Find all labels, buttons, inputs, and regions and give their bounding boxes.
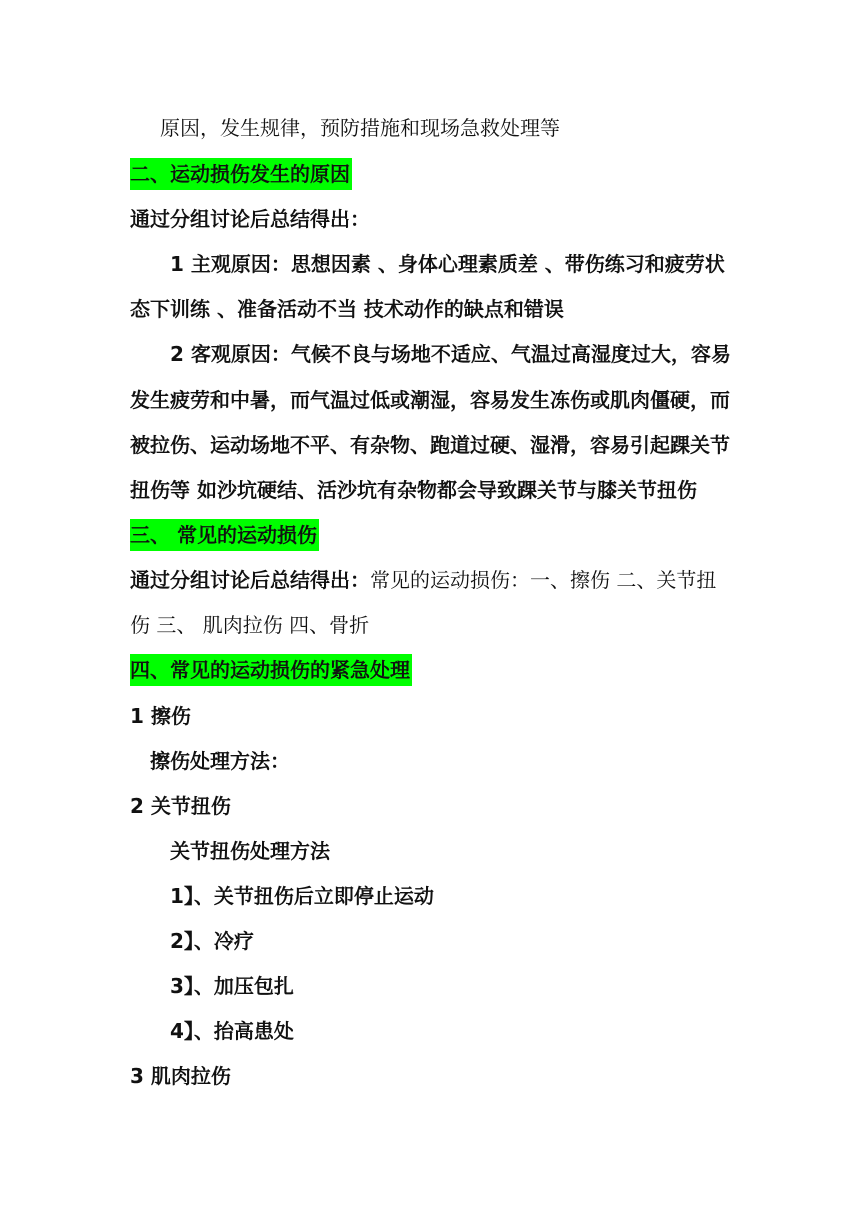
section-3-summary-line-2: 伤 三、 肌肉拉伤 四、骨折 [130,613,370,637]
step-4: 4】、抬高患处 [170,1019,294,1043]
section-4-heading-text: 四、常见的运动损伤的紧急处理 [130,654,412,686]
section-2-heading-text: 二、运动损伤发生的原因 [130,158,352,190]
objective-causes-line-1: 2 客观原因：气候不良与场地不适应、气温过高湿度过大，容易 [170,342,731,366]
intro-line: 原因，发生规律，预防措施和现场急救处理等 [160,116,560,140]
objective-causes-line-3: 被拉伤、运动场地不平、有杂物、跑道过硬、湿滑，容易引起踝关节 [130,433,730,457]
section-3-heading [130,521,730,549]
section-3-heading-text: 三、 常见的运动损伤 [130,519,319,551]
step-3: 3】、加压包扎 [170,974,294,998]
section-2-summary: 通过分组讨论后总结得出： [130,207,370,231]
subjective-causes-line-1: 1 主观原因：思想因素 、身体心理素质差 、带伤练习和疲劳状 [170,252,725,276]
item-3-title: 3 肌肉拉伤 [130,1064,231,1088]
item-1-title: 1 擦伤 [130,704,191,728]
step-2: 2】、冷疗 [170,929,254,953]
objective-causes-line-2: 发生疲劳和中暑，而气温过低或潮湿，容易发生冻伤或肌肉僵硬，而 [130,388,730,412]
item-1-method: 擦伤处理方法： [150,749,290,773]
section-2-heading [130,160,730,188]
subjective-causes-line-2: 态下训练 、准备活动不当 技术动作的缺点和错误 [130,297,564,321]
section-3-summary-text: 常见的运动损伤：一、擦伤 二、关节扭 [370,568,717,592]
step-1: 1】、关节扭伤后立即停止运动 [170,884,434,908]
item-2-title: 2 关节扭伤 [130,794,231,818]
section-3-summary-label: 通过分组讨论后总结得出： [130,568,370,592]
objective-causes-line-4: 扭伤等 如沙坑硬结、活沙坑有杂物都会导致踝关节与膝关节扭伤 [130,478,697,502]
section-4-heading [130,656,730,684]
item-2-method: 关节扭伤处理方法 [170,839,330,863]
section-3-summary [130,566,730,594]
